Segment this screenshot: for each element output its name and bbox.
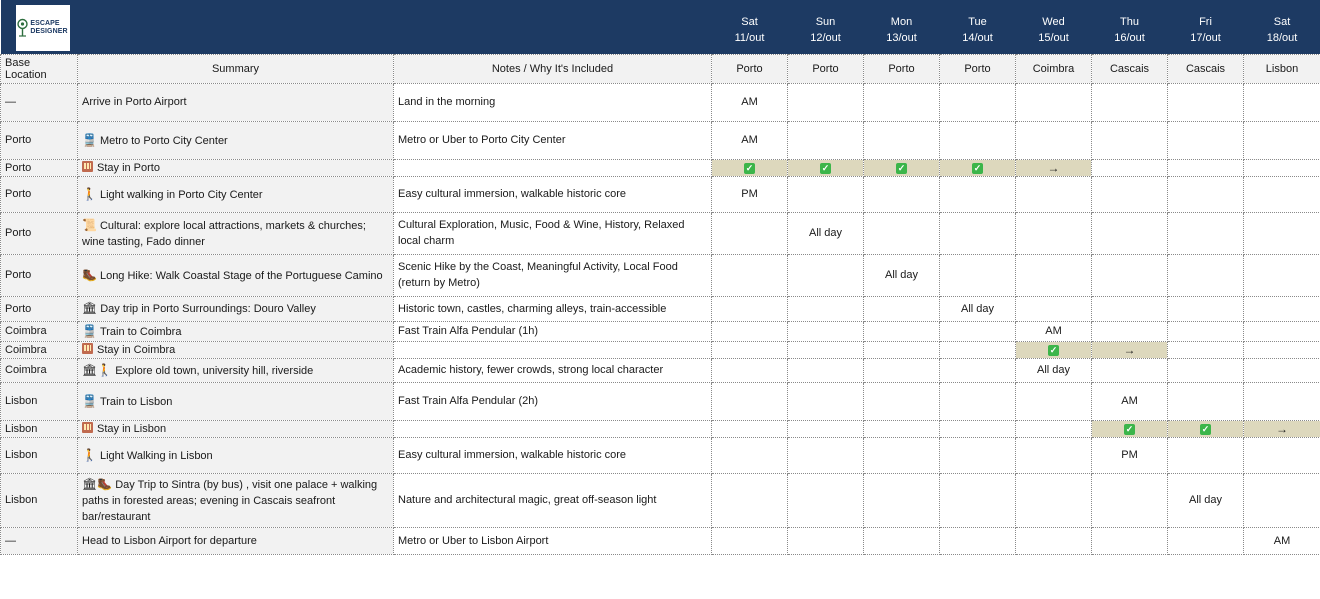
summary-cell (78, 420, 394, 437)
summary-text: Train to Coimbra (99, 325, 182, 338)
check-icon: ✓ (1125, 423, 1134, 434)
check-icon: ✓ (1049, 344, 1058, 355)
day-cell (712, 382, 788, 420)
notes-cell: Easy cultural immersion, walkable historic core (394, 176, 712, 212)
day-date: 15/out (1038, 31, 1069, 44)
hotel-icon (82, 161, 93, 172)
day-cell (864, 341, 940, 358)
day-cell (1092, 254, 1168, 296)
day-cell (940, 527, 1016, 554)
brand-logo (16, 5, 70, 51)
summary-cell (78, 473, 394, 527)
table-row (1, 254, 1320, 296)
day-cell: AM (712, 121, 788, 159)
column-header-row (1, 54, 1320, 83)
day-cell (1244, 83, 1320, 121)
check-icon: ✓ (973, 162, 982, 173)
day-base-location: Porto (864, 54, 940, 83)
summary-text: Light walking in Porto City Center (99, 188, 263, 201)
day-base-location: Cascais (1092, 54, 1168, 83)
day-cell (1168, 254, 1244, 296)
notes-cell: Cultural Exploration, Music, Food & Wine, History, Relaxed local charm (394, 212, 712, 254)
arrow-right-icon: → (1123, 342, 1136, 357)
day-cell (864, 159, 940, 176)
day-cell (712, 212, 788, 254)
day-cell (1092, 121, 1168, 159)
arrow-right-icon: → (1047, 160, 1060, 175)
day-cell (788, 420, 864, 437)
day-cell (1168, 212, 1244, 254)
day-header (1168, 0, 1244, 54)
table-row (1, 176, 1320, 212)
notes-cell: Nature and architectural magic, great off-season light (394, 473, 712, 527)
day-cell (712, 159, 788, 176)
day-cell (1016, 83, 1092, 121)
header-row (1, 0, 1320, 54)
day-cell (940, 321, 1016, 341)
day-cell: PM (712, 176, 788, 212)
summary-cell (78, 341, 394, 358)
day-base-location: Coimbra (1016, 54, 1092, 83)
day-header (1016, 0, 1092, 54)
day-cell (1092, 176, 1168, 212)
base-location-cell: — (1, 83, 78, 121)
day-cell (864, 527, 940, 554)
table-row (1, 212, 1320, 254)
summary-cell (78, 212, 394, 254)
day-cell (940, 358, 1016, 382)
hotel-icon (82, 343, 93, 354)
day-header (712, 0, 788, 54)
summary-cell (78, 321, 394, 341)
table-row (1, 83, 1320, 121)
day-cell (864, 296, 940, 321)
base-location-cell: Coimbra (1, 358, 78, 382)
day-cell (864, 358, 940, 382)
summary-cell (78, 159, 394, 176)
day-base-location: Cascais (1168, 54, 1244, 83)
summary-text: Day Trip to Sintra (by bus) , visit one palace + walking paths in forested areas; evening in Cascais seafront bar/restaurant (82, 478, 378, 523)
activity-icon: 🚆 (82, 323, 97, 338)
day-base-location: Lisbon (1244, 54, 1320, 83)
day-cell (788, 83, 864, 121)
day-cell (788, 382, 864, 420)
base-location-cell: Porto (1, 159, 78, 176)
table-row (1, 296, 1320, 321)
summary-text: Day trip in Porto Surroundings: Douro Valley (100, 303, 316, 315)
table-row (1, 437, 1320, 473)
table-row (1, 473, 1320, 527)
day-cell (1168, 159, 1244, 176)
activity-icon: 🏛 (82, 301, 98, 315)
day-cell (788, 176, 864, 212)
day-cell (1244, 473, 1320, 527)
day-cell: AM (1016, 321, 1092, 341)
day-cell (1168, 358, 1244, 382)
day-cell: PM (1092, 437, 1168, 473)
day-cell (712, 527, 788, 554)
day-cell (1244, 159, 1320, 176)
day-cell (788, 358, 864, 382)
base-location-cell: Porto (1, 296, 78, 321)
day-cell (788, 473, 864, 527)
day-of-week: Sat (741, 15, 758, 28)
day-cell: All day (1168, 473, 1244, 527)
day-date: 13/out (886, 31, 917, 44)
day-cell (864, 321, 940, 341)
column-header-summary: Summary (78, 54, 394, 83)
activity-icon: 🚆 (82, 132, 97, 147)
hotel-icon (82, 422, 93, 433)
day-cell (1092, 212, 1168, 254)
day-cell (712, 473, 788, 527)
day-cell (1016, 341, 1092, 358)
summary-cell (78, 527, 394, 554)
day-cell (940, 254, 1016, 296)
day-cell (864, 420, 940, 437)
day-of-week: Mon (890, 15, 913, 28)
day-cell (788, 527, 864, 554)
day-cell (1168, 121, 1244, 159)
day-of-week: Thu (1120, 15, 1139, 28)
summary-cell (78, 296, 394, 321)
day-cell (788, 341, 864, 358)
base-location-cell: Porto (1, 212, 78, 254)
day-cell (1092, 83, 1168, 121)
table-row (1, 420, 1320, 437)
day-cell (1168, 296, 1244, 321)
base-location-cell: Lisbon (1, 473, 78, 527)
day-cell (1244, 341, 1320, 358)
base-location-cell: Lisbon (1, 420, 78, 437)
day-cell (1016, 176, 1092, 212)
summary-cell (78, 437, 394, 473)
day-cell (940, 212, 1016, 254)
day-cell: All day (1016, 358, 1092, 382)
notes-cell (394, 341, 712, 358)
day-cell (940, 437, 1016, 473)
day-date: 12/out (810, 31, 841, 44)
day-cell (1168, 83, 1244, 121)
notes-cell: Metro or Uber to Porto City Center (394, 121, 712, 159)
day-cell (1016, 382, 1092, 420)
day-cell (712, 420, 788, 437)
day-cell (1244, 296, 1320, 321)
summary-cell (78, 121, 394, 159)
day-cell (712, 296, 788, 321)
day-cell (1244, 321, 1320, 341)
table-row (1, 121, 1320, 159)
day-cell (940, 341, 1016, 358)
day-cell (1016, 527, 1092, 554)
check-icon: ✓ (745, 162, 754, 173)
day-cell (1092, 473, 1168, 527)
summary-cell (78, 358, 394, 382)
day-cell (864, 83, 940, 121)
day-cell (864, 473, 940, 527)
base-location-cell: Lisbon (1, 437, 78, 473)
summary-text: Stay in Lisbon (97, 422, 167, 435)
column-header-notes: Notes / Why It's Included (394, 54, 712, 83)
day-header (940, 0, 1016, 54)
day-cell (1016, 420, 1092, 437)
day-cell (940, 176, 1016, 212)
day-cell (788, 321, 864, 341)
day-cell (1168, 420, 1244, 437)
day-cell (788, 254, 864, 296)
day-cell (1092, 159, 1168, 176)
activity-icon: 🚶 (82, 186, 97, 201)
table-row (1, 527, 1320, 554)
day-cell (1244, 437, 1320, 473)
summary-text: Stay in Porto (97, 161, 160, 174)
summary-text: Train to Lisbon (99, 395, 173, 408)
day-cell (940, 121, 1016, 159)
day-cell (864, 121, 940, 159)
day-date: 16/out (1114, 31, 1145, 44)
day-cell (940, 159, 1016, 176)
day-cell (1168, 176, 1244, 212)
day-cell (864, 176, 940, 212)
day-cell (864, 437, 940, 473)
day-cell (712, 437, 788, 473)
notes-cell: Fast Train Alfa Pendular (1h) (394, 321, 712, 341)
summary-text: Arrive in Porto Airport (82, 96, 187, 108)
activity-icon: 🏛🚶 (82, 362, 113, 377)
summary-text: Light Walking in Lisbon (99, 449, 213, 462)
day-cell (1092, 358, 1168, 382)
pin-icon (17, 18, 28, 38)
activity-icon: 🏛🥾 (82, 476, 113, 491)
day-cell (1244, 254, 1320, 296)
day-cell (940, 83, 1016, 121)
base-location-cell: Coimbra (1, 321, 78, 341)
day-cell (788, 159, 864, 176)
day-of-week: Sun (815, 15, 836, 28)
day-cell: All day (788, 212, 864, 254)
day-header (788, 0, 864, 54)
notes-cell: Metro or Uber to Lisbon Airport (394, 527, 712, 554)
notes-cell: Fast Train Alfa Pendular (2h) (394, 382, 712, 420)
day-cell (1016, 121, 1092, 159)
summary-text: Metro to Porto City Center (99, 134, 228, 147)
day-cell (1244, 121, 1320, 159)
day-cell (1244, 382, 1320, 420)
check-icon: ✓ (821, 162, 830, 173)
summary-text: Head to Lisbon Airport for departure (82, 534, 257, 547)
summary-cell (78, 254, 394, 296)
base-location-cell: Porto (1, 121, 78, 159)
base-location-cell: Lisbon (1, 382, 78, 420)
summary-text: Explore old town, university hill, riverside (115, 364, 314, 377)
logo-cell (1, 0, 712, 54)
day-header (1092, 0, 1168, 54)
check-icon: ✓ (1201, 423, 1210, 434)
day-cell: AM (712, 83, 788, 121)
day-cell (940, 420, 1016, 437)
table-row (1, 159, 1320, 176)
day-cell (1092, 321, 1168, 341)
base-location-cell: Porto (1, 176, 78, 212)
base-location-cell: — (1, 527, 78, 554)
day-cell (940, 473, 1016, 527)
day-cell (1244, 420, 1320, 437)
notes-cell: Scenic Hike by the Coast, Meaningful Activity, Local Food (return by Metro) (394, 254, 712, 296)
notes-cell: Land in the morning (394, 83, 712, 121)
check-icon: ✓ (897, 162, 906, 173)
day-cell (712, 254, 788, 296)
day-cell (712, 321, 788, 341)
base-location-cell: Coimbra (1, 341, 78, 358)
day-cell (1244, 176, 1320, 212)
activity-icon: 🥾 (82, 267, 97, 282)
arrow-right-icon: → (1276, 421, 1288, 436)
day-cell (788, 437, 864, 473)
day-cell (1016, 296, 1092, 321)
notes-cell (394, 420, 712, 437)
activity-icon: 📜 (82, 217, 97, 232)
summary-text: Cultural: explore local attractions, markets & churches; wine tasting, Fado dinner (82, 219, 366, 248)
day-cell: AM (1244, 527, 1320, 554)
day-of-week: Tue (968, 15, 987, 28)
table-row (1, 358, 1320, 382)
day-cell (1168, 321, 1244, 341)
day-header (1244, 0, 1320, 54)
day-cell: All day (940, 296, 1016, 321)
day-cell (1016, 254, 1092, 296)
day-base-location: Porto (940, 54, 1016, 83)
day-cell (788, 121, 864, 159)
base-location-cell: Porto (1, 254, 78, 296)
day-cell (1168, 527, 1244, 554)
column-header-base: Base Location (1, 54, 78, 83)
day-date: 18/out (1266, 31, 1298, 44)
brand-line-2: DESIGNER (30, 27, 68, 35)
day-cell (1016, 159, 1092, 176)
day-date: 17/out (1190, 31, 1221, 44)
day-cell: AM (1092, 382, 1168, 420)
day-cell (712, 358, 788, 382)
day-cell (864, 382, 940, 420)
day-cell (1016, 212, 1092, 254)
day-date: 11/out (734, 31, 765, 44)
day-header (864, 0, 940, 54)
day-cell: All day (864, 254, 940, 296)
day-cell (1168, 437, 1244, 473)
table-row (1, 321, 1320, 341)
day-of-week: Sat (1273, 15, 1291, 28)
day-of-week: Fri (1199, 15, 1212, 28)
summary-cell (78, 382, 394, 420)
table-row (1, 341, 1320, 358)
day-cell (1092, 527, 1168, 554)
day-cell (1244, 212, 1320, 254)
day-cell (1016, 473, 1092, 527)
day-cell (1016, 437, 1092, 473)
summary-cell (78, 83, 394, 121)
day-cell (1092, 296, 1168, 321)
day-cell (1092, 420, 1168, 437)
summary-cell (78, 176, 394, 212)
day-cell (1168, 382, 1244, 420)
summary-text: Long Hike: Walk Coastal Stage of the Portuguese Camino (99, 269, 383, 282)
table-row (1, 382, 1320, 420)
day-cell (1168, 341, 1244, 358)
day-base-location: Porto (712, 54, 788, 83)
day-of-week: Wed (1042, 15, 1065, 28)
brand-line-1: ESCAPE (30, 19, 60, 27)
day-cell (788, 296, 864, 321)
notes-cell (394, 159, 712, 176)
day-cell (1092, 341, 1168, 358)
summary-text: Stay in Coimbra (97, 343, 176, 356)
notes-cell: Easy cultural immersion, walkable historic core (394, 437, 712, 473)
notes-cell: Academic history, fewer crowds, strong local character (394, 358, 712, 382)
notes-cell: Historic town, castles, charming alleys, train-accessible (394, 296, 712, 321)
day-cell (940, 382, 1016, 420)
day-cell (1244, 358, 1320, 382)
day-cell (712, 341, 788, 358)
day-date: 14/out (962, 31, 993, 44)
day-base-location: Porto (788, 54, 864, 83)
activity-icon: 🚆 (82, 393, 97, 408)
activity-icon: 🚶 (82, 447, 97, 462)
day-cell (864, 212, 940, 254)
